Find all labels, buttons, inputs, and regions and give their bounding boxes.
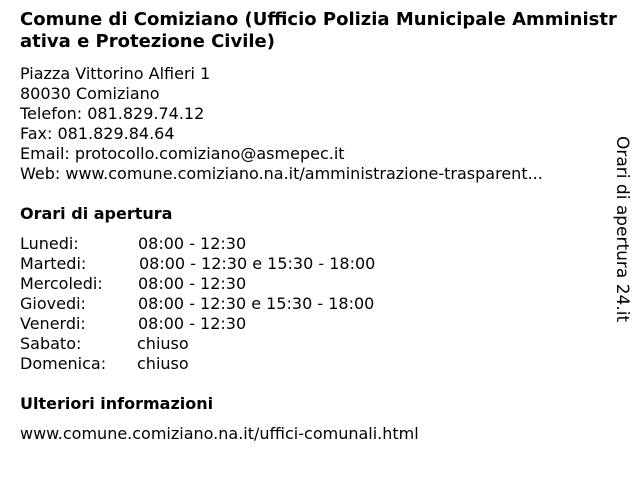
time-value: 08:00 - 12:30 xyxy=(138,234,247,253)
time-value: chiuso xyxy=(137,334,189,353)
day-label: Martedi: xyxy=(20,254,87,273)
day-label: Lunedi: xyxy=(20,234,79,253)
page-title: Comune di Comiziano (Ufficio Polizia Municipale Amministrativa e Protezione Civile) xyxy=(20,9,617,52)
street-address: Piazza Vittorino Alfieri 1 xyxy=(20,64,211,83)
day-label: Venerdi: xyxy=(20,314,86,333)
email-address[interactable]: Email: protocollo.comiziano@asmepec.it xyxy=(20,144,345,163)
fax-number: Fax: 081.829.84.64 xyxy=(20,124,175,143)
time-value: 08:00 - 12:30 xyxy=(138,314,247,333)
more-info-link[interactable]: www.comune.comiziano.na.it/uffici-comunali.html xyxy=(20,424,419,443)
more-info-heading: Ulteriori informazioni xyxy=(20,394,214,413)
opening-hours-heading: Orari di apertura xyxy=(20,204,173,223)
website-link[interactable]: Web: www.comune.comiziano.na.it/amministrazione-trasparent... xyxy=(20,164,543,183)
day-label: Domenica: xyxy=(20,354,107,373)
time-value: 08:00 - 12:30 e 15:30 - 18:00 xyxy=(139,254,376,273)
site-watermark: Orari di apertura 24.it xyxy=(612,136,632,323)
day-label: Sabato: xyxy=(20,334,82,353)
contact-block xyxy=(20,64,543,184)
day-label: Giovedi: xyxy=(20,294,86,313)
time-value: 08:00 - 12:30 e 15:30 - 18:00 xyxy=(138,294,375,313)
phone-number[interactable]: Telefon: 081.829.74.12 xyxy=(20,104,205,123)
time-value: chiuso xyxy=(137,354,189,373)
postal-city: 80030 Comiziano xyxy=(20,84,160,103)
time-value: 08:00 - 12:30 xyxy=(138,274,247,293)
day-label: Mercoledi: xyxy=(20,274,103,293)
